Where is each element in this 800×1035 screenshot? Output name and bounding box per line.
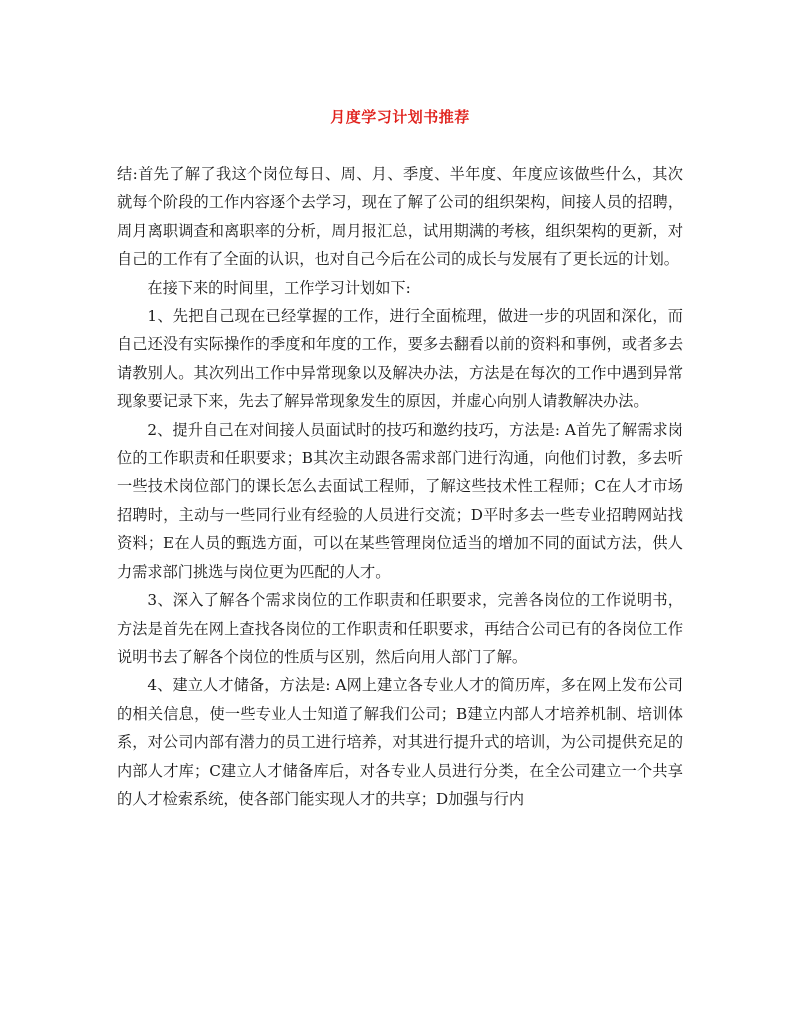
paragraph-plan-intro: 在接下来的时间里，工作学习计划如下: xyxy=(147,278,411,297)
paragraph-plan-item-2: 2、提升自己在对间接人员面试时的技巧和邀约技巧，方法是: A首先了解需求岗位的工作职责和任职要求；B其次主动跟各需求部门进行沟通，向他们讨教，多去听一些技术岗位部门的课长怎么去面试工程师，了解这些技术性工程师；C在人才市场招聘时，主动与一些同行业有经验的人员进行交流；D平时多去一些专业招聘网站找资料；E在人员的甄选方面，可以在某些管理岗位适当的增加不同的面试方法，供人力需求部门挑选与岗位更为匹配的人才。 xyxy=(117,420,683,581)
paragraph-summary: 结:首先了解了我这个岗位每日、周、月、季度、半年度、年度应该做些什么，其次就每个阶段的工作内容逐个去学习，现在了解了公司的组织架构，间接人员的招聘，周月离职调查和离职率的分析，周月报汇总，试用期满的考核，组织架构的更新，对自己的工作有了全面的认识，也对自己今后在公司的成长与发展有了更长远的计划。 xyxy=(117,165,683,269)
paragraph-plan-item-1: 1、先把自己现在已经掌握的工作，进行全面梳理，做进一步的巩固和深化，而自己还没有实际操作的季度和年度的工作，要多去翻看以前的资料和事例，或者多去请教别人。其次列出工作中异常现象以及解决办法，方法是在每次的工作中遇到异常现象要记录下来，先去了解异常现象发生的原因，并虚心向别人请教解决办法。 xyxy=(117,307,683,411)
paragraph-plan-item-4: 4、建立人才储备，方法是: A网上建立各专业人才的简历库，多在网上发布公司的相关信息，使一些专业人士知道了解我们公司；B建立内部人才培养机制、培训体系，对公司内部有潜力的员工进行培养，对其进行提升式的培训，为公司提供充足的内部人才库；C建立人才储备库后，对各专业人员进行分类，在全公司建立一个共享的人才检索系统，使各部门能实现人才的共享；D加强与行内 xyxy=(117,676,683,808)
document-body xyxy=(117,160,683,813)
page-title: 月度学习计划书推荐 xyxy=(330,108,470,126)
paragraph-plan-item-3: 3、深入了解各个需求岗位的工作职责和任职要求，完善各岗位的工作说明书，方法是首先在网上查找各岗位的工作职责和任职要求，再结合公司已有的各岗位工作说明书去了解各个岗位的性质与区别，然后向用人部门了解。 xyxy=(117,591,683,666)
